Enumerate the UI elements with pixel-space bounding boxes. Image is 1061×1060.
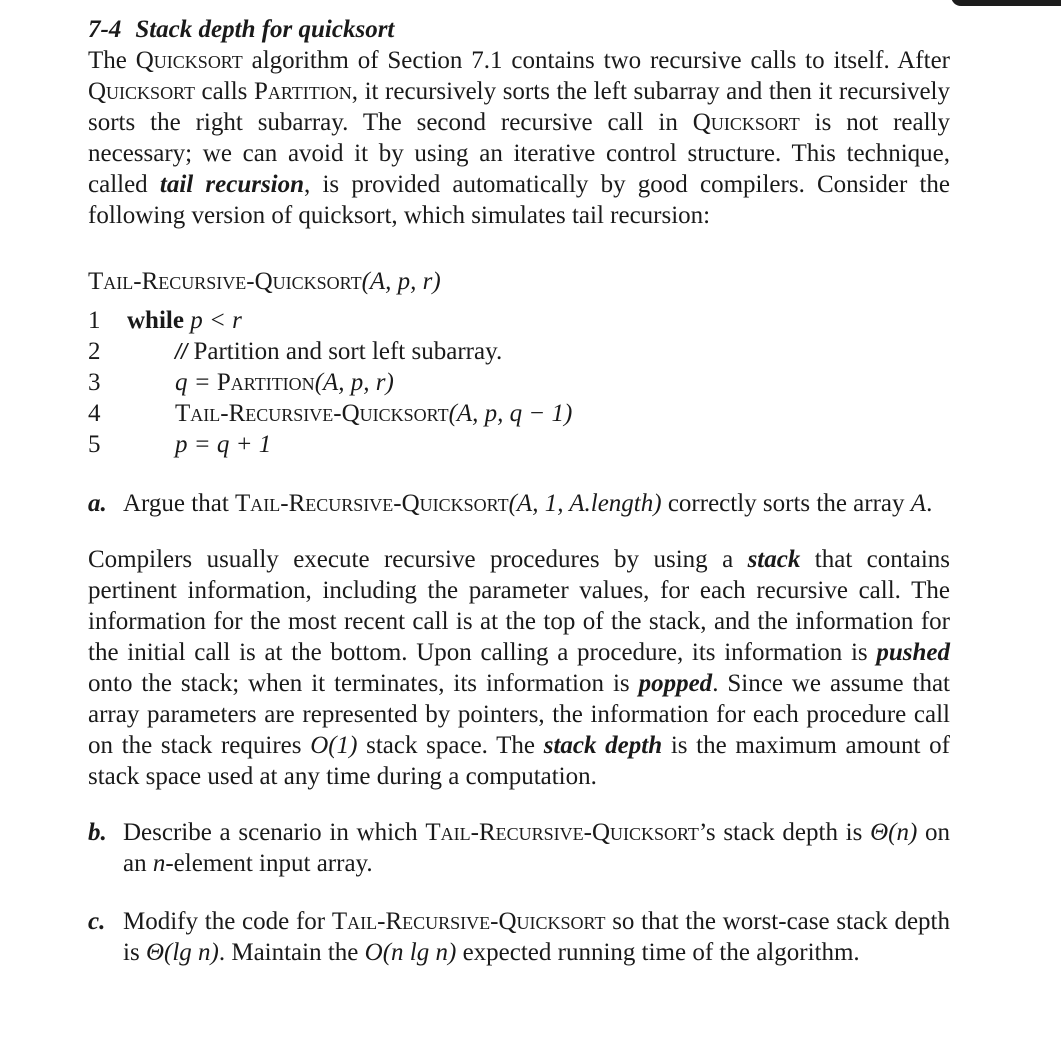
algorithm-term: Tail-Recursive-Quicksort	[235, 490, 509, 517]
paragraph-text: onto the stack; when it terminates, its information is	[88, 670, 639, 697]
intro-text: , is provided automatically by good compilers. Consider the following version of quicksort, which simulates tail recursion:	[88, 171, 950, 229]
quicksort-term: Quicksort	[88, 78, 195, 105]
algorithm-term: Tail-Recursive-Quicksort	[331, 908, 606, 935]
partition-call: Partition	[216, 369, 315, 396]
quicksort-term: Quicksort	[135, 47, 243, 74]
paragraph-text: stack space. The	[357, 732, 544, 759]
part-text: on an	[123, 819, 950, 877]
math-var: A	[910, 490, 927, 517]
part-text: Describe a scenario in which	[123, 819, 426, 846]
assignment-statement: p = q + 1	[175, 431, 272, 458]
paragraph-text: that contains pertinent information, including the parameter values, for each recursive call. The information for the most recent call is at the top of the stack, and the information for the initial call is at the bottom. Upon calling a procedure, its information is	[88, 546, 950, 666]
code-line	[88, 398, 950, 429]
comment-marker: //	[175, 339, 188, 364]
part-label: b.	[88, 819, 107, 846]
part-text: .	[926, 490, 933, 517]
line-number: 1	[88, 307, 101, 334]
corner-decoration	[951, 0, 1061, 6]
code-line	[88, 429, 950, 460]
algorithm-signature	[88, 266, 950, 297]
call-args: (A, p, q − 1)	[448, 400, 573, 427]
paragraph-text: . Since we assume that array parameters are represented by pointers, the information for each procedure call on the stack requires	[88, 670, 951, 759]
textbook-page	[88, 14, 950, 968]
pushed-term: pushed	[876, 639, 950, 666]
stack-paragraph	[88, 544, 950, 792]
part-b	[88, 817, 950, 879]
stack-term: stack	[747, 546, 801, 573]
part-text: expected running time of the algorithm.	[456, 939, 860, 966]
part-text: correctly sorts the array	[661, 490, 911, 517]
part-text: -element input array.	[165, 850, 373, 877]
call-args: (A, p, r)	[314, 369, 394, 396]
part-text: . Maintain the	[218, 939, 365, 966]
math-var: n	[152, 850, 166, 877]
algorithm-term: Tail-Recursive-Quicksort	[425, 819, 699, 846]
part-c	[88, 906, 950, 968]
comment-text: Partition and sort left subarray.	[187, 338, 503, 365]
part-text: ’s stack depth is	[698, 819, 871, 846]
math-expression: O(n lg n)	[364, 939, 457, 966]
intro-text: , it recursively sorts the left subarray and then it recursively sorts the right subarray. The second recursive call in	[88, 78, 950, 136]
line-number: 2	[88, 338, 101, 365]
intro-text: is not really necessary; we can avoid it by using an iterative control structure. This technique, called	[88, 109, 950, 198]
code-line	[88, 305, 950, 336]
partition-term: Partition	[253, 78, 352, 105]
paragraph-text: is the maximum amount of stack space used at any time during a computation.	[88, 732, 950, 790]
while-keyword: while	[127, 307, 184, 334]
part-label: a.	[88, 490, 107, 517]
line-number: 3	[88, 369, 101, 396]
problem-title: Stack depth for quicksort	[135, 16, 395, 43]
intro-text: calls	[194, 78, 254, 105]
math-expression: Θ(lg n)	[145, 939, 219, 966]
algorithm-name: Tail-Recursive-Quicksort	[88, 268, 362, 295]
part-text: so that the worst-case stack depth is	[123, 908, 950, 966]
loop-condition: p < r	[183, 307, 242, 334]
pseudocode-block	[88, 305, 950, 460]
stack-depth-term: stack depth	[543, 732, 663, 759]
quicksort-term: Quicksort	[692, 109, 800, 136]
part-label: c.	[88, 908, 106, 935]
popped-term: popped	[638, 670, 713, 697]
algorithm-params: (A, p, r)	[361, 268, 441, 295]
problem-number: 7-4	[88, 16, 122, 43]
code-line	[88, 367, 950, 398]
math-expression: Θ(n)	[870, 819, 918, 846]
part-a	[88, 488, 950, 519]
math-expression: O(1)	[310, 732, 358, 759]
paragraph-text: Compilers usually execute recursive procedures by using a	[88, 546, 748, 573]
line-number: 5	[88, 431, 101, 458]
call-args: (A, 1, A.length)	[508, 490, 662, 517]
intro-text: algorithm of Section 7.1 contains two recursive calls to itself. After	[242, 47, 950, 74]
assignment-lhs: q =	[175, 369, 217, 396]
part-text: Argue that	[123, 490, 236, 517]
tail-recursion-term: tail recursion	[159, 171, 305, 198]
problem-heading	[88, 14, 950, 45]
part-text: Modify the code for	[123, 908, 332, 935]
intro-paragraph	[88, 45, 950, 231]
recursive-call: Tail-Recursive-Quicksort	[175, 400, 449, 427]
code-line	[88, 336, 950, 367]
intro-text: The	[88, 47, 136, 74]
line-number: 4	[88, 400, 101, 427]
